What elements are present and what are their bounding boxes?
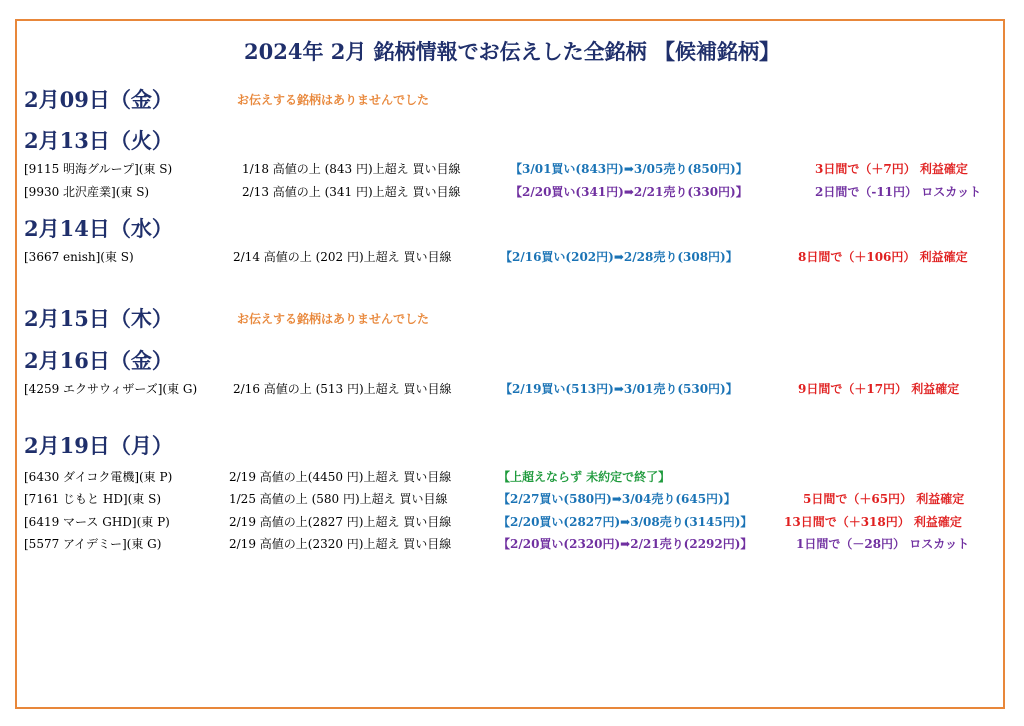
date-heading: 2月15日（木） xyxy=(24,306,173,331)
trade-detail: 【2/20買い(2827円)➡3/08売り(3145円)】 xyxy=(498,515,753,529)
stock-name: [9930 北沢産業](東 S) xyxy=(24,185,150,199)
trade-detail: 【2/27買い(580円)➡3/04売り(645円)】 xyxy=(498,492,736,506)
trade-detail: 【2/20買い(2320円)➡2/21売り(2292円)】 xyxy=(498,537,753,551)
trade-detail: 【上超えならず 未約定で終了】 xyxy=(498,470,671,484)
date-heading: 2月16日（金） xyxy=(24,348,173,373)
stock-name: [4259 エクサウィザーズ](東 G) xyxy=(24,382,198,396)
trade-result: 1日間で（－28円） ロスカット xyxy=(796,537,970,551)
stock-name: [6430 ダイコク電機](東 P) xyxy=(24,470,173,484)
stock-name: [9115 明海グループ](東 S) xyxy=(24,162,173,176)
date-heading: 2月09日（金） xyxy=(24,87,173,112)
no-stock-notice: お伝えする銘柄はありませんでした xyxy=(237,312,430,326)
date-heading: 2月14日（水） xyxy=(24,216,173,241)
trade-result: 8日間で（＋106円） 利益確定 xyxy=(798,250,968,264)
trade-result: 13日間で（＋318円） 利益確定 xyxy=(784,515,962,529)
no-stock-notice: お伝えする銘柄はありませんでした xyxy=(237,93,430,107)
buy-signal: 2/19 高値の上(2320 円)上超え 買い目線 xyxy=(229,537,452,551)
stock-name: [3667 enish](東 S) xyxy=(24,250,134,264)
buy-signal: 1/18 高値の上 (843 円)上超え 買い目線 xyxy=(242,162,461,176)
stock-name: [6419 マース GHD](東 P) xyxy=(24,515,170,529)
buy-signal: 1/25 高値の上 (580 円)上超え 買い目線 xyxy=(229,492,448,506)
trade-result: 9日間で（＋17円） 利益確定 xyxy=(798,382,960,396)
trade-detail: 【2/16買い(202円)➡2/28売り(308円)】 xyxy=(500,250,738,264)
trade-detail: 【2/20買い(341円)➡2/21売り(330円)】 xyxy=(510,185,748,199)
buy-signal: 2/14 高値の上 (202 円)上超え 買い目線 xyxy=(233,250,452,264)
trade-result: 5日間で（＋65円） 利益確定 xyxy=(803,492,965,506)
trade-detail: 【2/19買い(513円)➡3/01売り(530円)】 xyxy=(500,382,738,396)
page-title: 2024年 2月 銘柄情報でお伝えした全銘柄 【候補銘柄】 xyxy=(244,39,780,64)
stock-name: [7161 じもと HD](東 S) xyxy=(24,492,162,506)
trade-result: 3日間で（＋7円） 利益確定 xyxy=(815,162,968,176)
trade-result: 2日間で（-11円） ロスカット xyxy=(815,185,982,199)
date-heading: 2月13日（火） xyxy=(24,128,173,153)
trade-detail: 【3/01買い(843円)➡3/05売り(850円)】 xyxy=(510,162,748,176)
buy-signal: 2/19 高値の上(2827 円)上超え 買い目線 xyxy=(229,515,452,529)
buy-signal: 2/16 高値の上 (513 円)上超え 買い目線 xyxy=(233,382,452,396)
stock-name: [5577 アイデミー](東 G) xyxy=(24,537,162,551)
date-heading: 2月19日（月） xyxy=(24,433,173,458)
buy-signal: 2/13 高値の上 (341 円)上超え 買い目線 xyxy=(242,185,461,199)
buy-signal: 2/19 高値の上(4450 円)上超え 買い目線 xyxy=(229,470,452,484)
